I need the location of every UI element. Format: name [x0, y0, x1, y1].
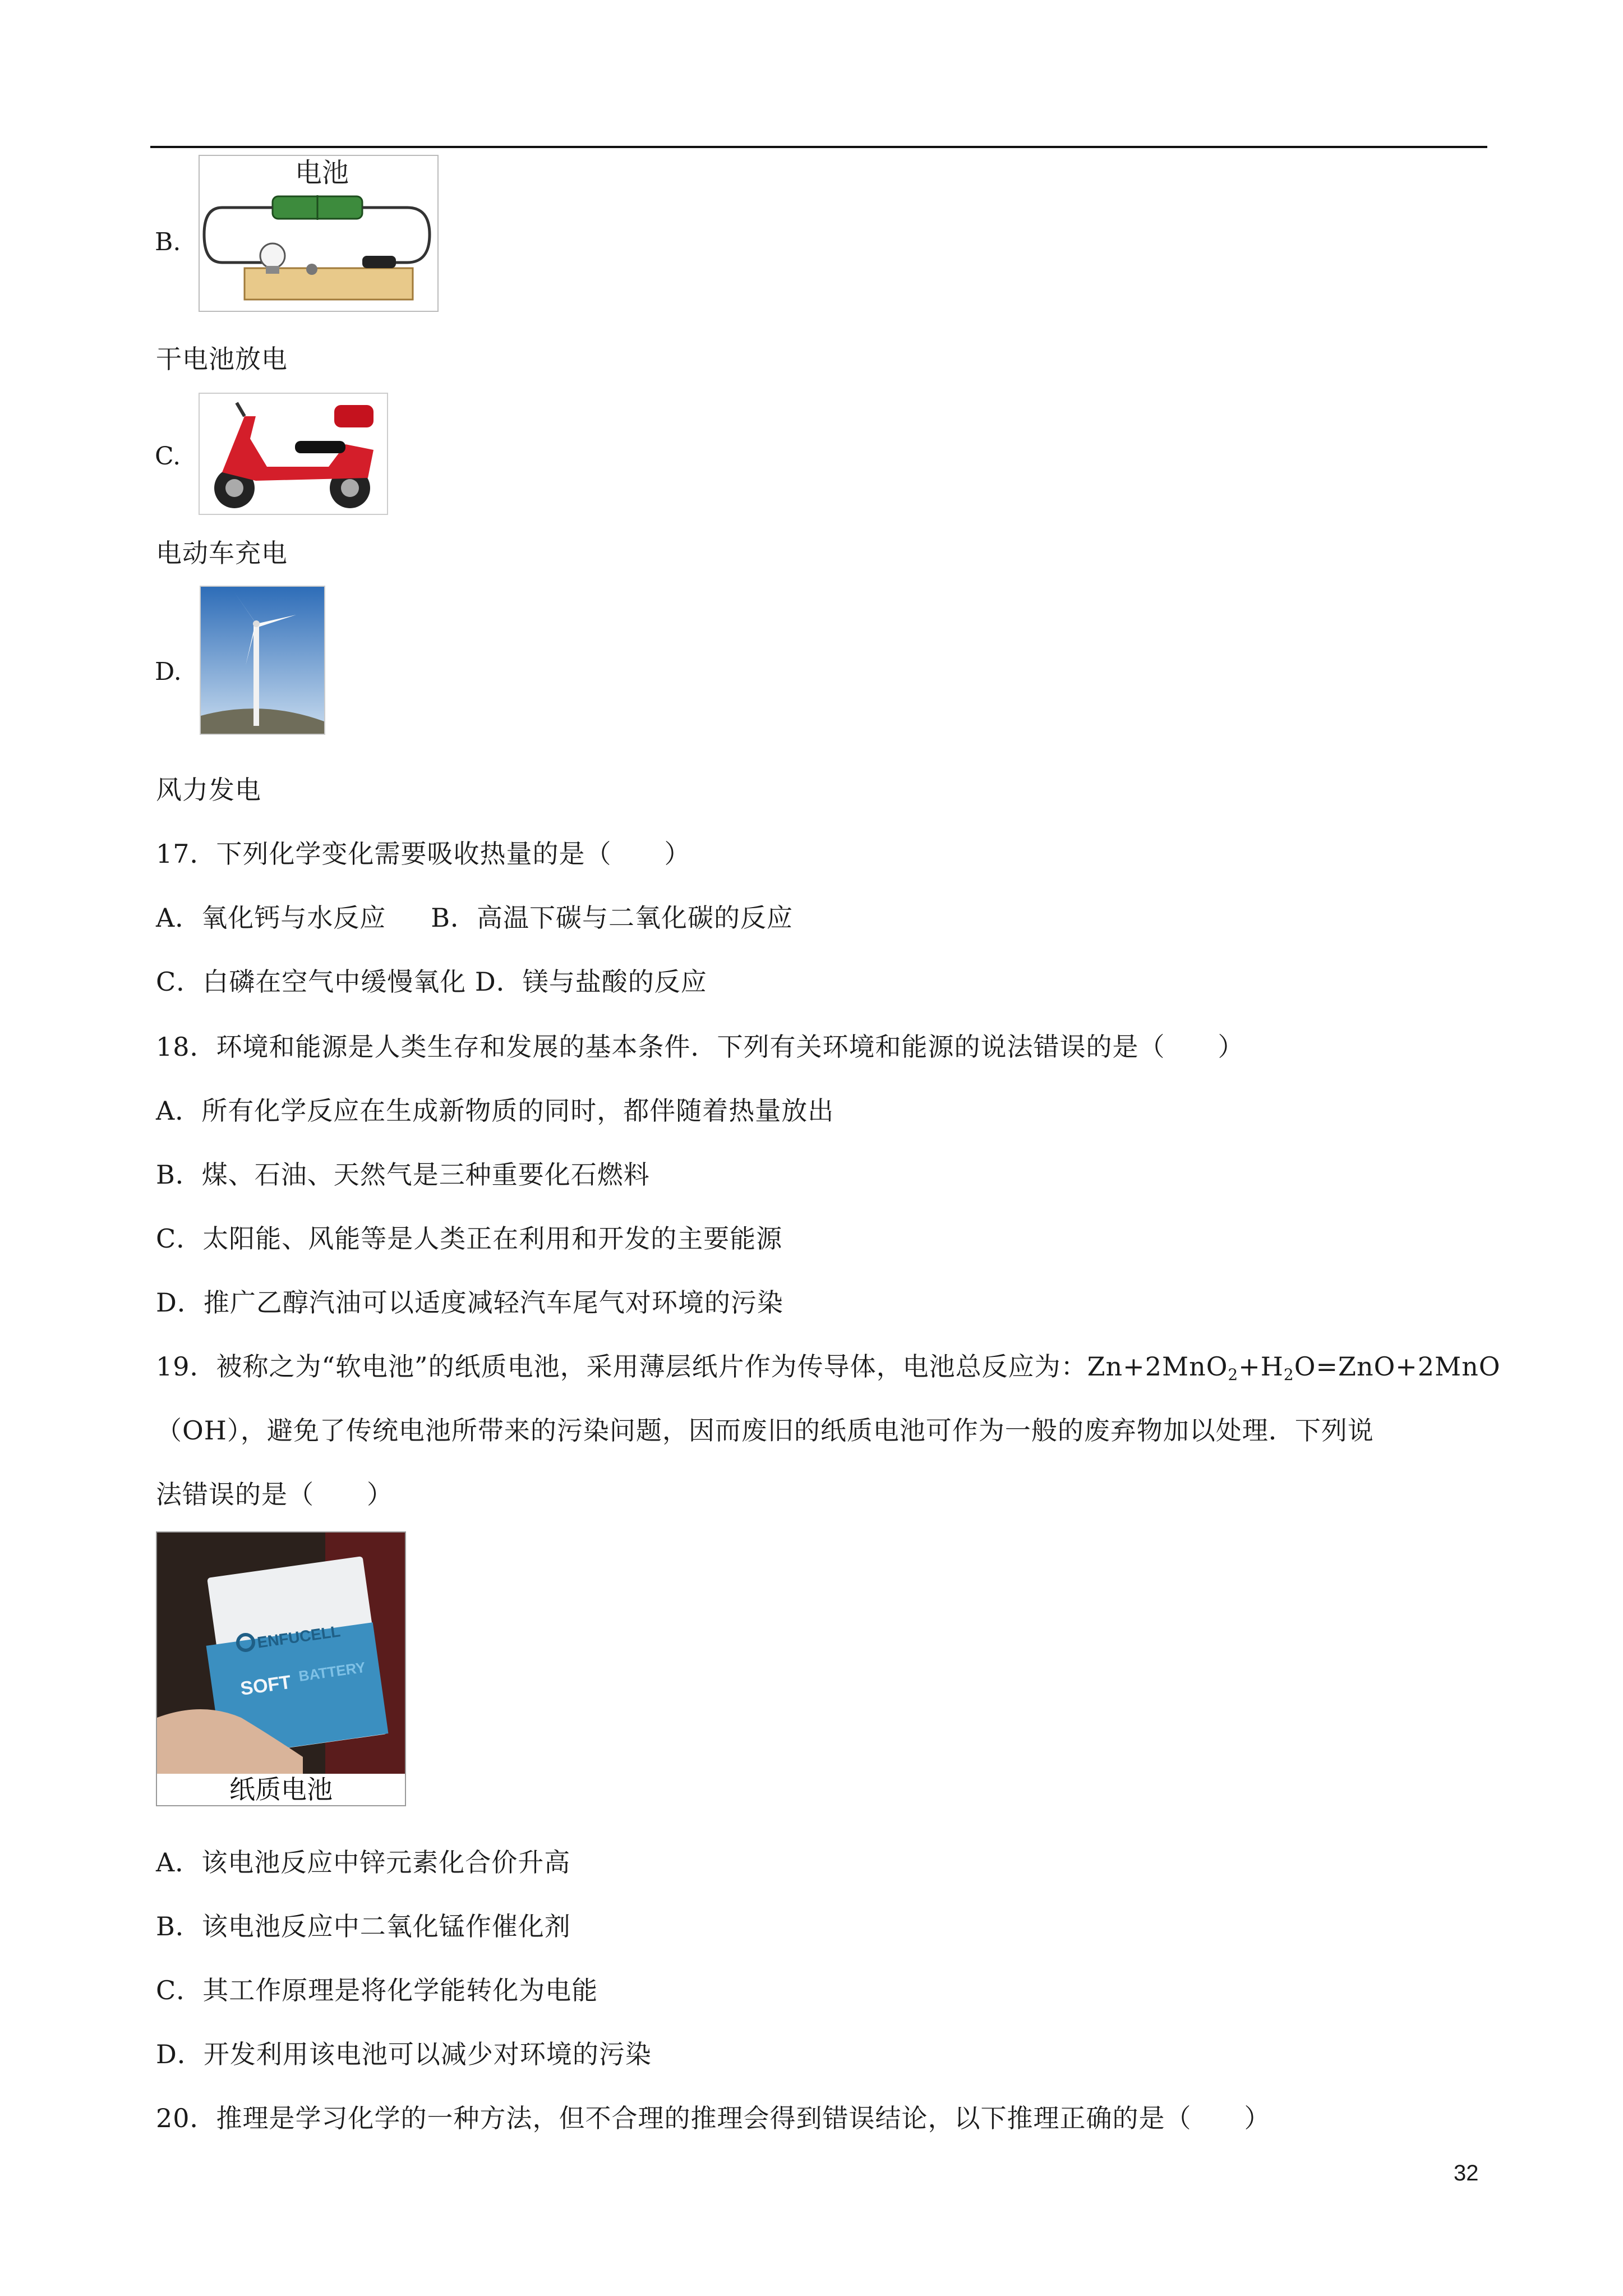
page-number: 32 [1454, 2161, 1479, 2185]
question-17: 17．下列化学变化需要吸收热量的是（ ） [156, 839, 691, 869]
battery-word-text: BATTERY [297, 1658, 367, 1685]
option-b-text: 干电池放电 [156, 344, 288, 374]
q18-option-b: B．煤、石油、天然气是三种重要化石燃料 [156, 1159, 650, 1190]
scooter-trunk [334, 405, 374, 427]
question-19-line-1: 19．被称之为“软电池”的纸质电池，采用薄层纸片作为传导体，电池总反应为：$Zn+2MnO_2+H_2O=ZnO+2MnO$ [156, 1351, 1501, 1384]
q18-option-a: A．所有化学反应在生成新物质的同时，都伴随着热量放出 [156, 1096, 834, 1126]
circuit-drawing [200, 156, 437, 311]
turbine-tower [253, 626, 259, 726]
question-17-options-cd: C．白磷在空气中缓慢氧化 D．镁与盐酸的反应 [156, 967, 707, 997]
switch-icon [362, 256, 396, 268]
figure-b-caption: 电池 [295, 158, 349, 188]
wind-turbine-drawing [201, 587, 324, 734]
q18-option-c: C．太阳能、风能等是人类正在利用和开发的主要能源 [156, 1223, 783, 1254]
option-c-label: C. [155, 442, 181, 471]
battery-brand-text: ENFUCELL [256, 1622, 342, 1651]
paper-battery-figure [156, 1531, 406, 1806]
option-d-text: 风力发电 [156, 775, 261, 805]
battery-circuit-figure [199, 155, 439, 312]
option-c-text: 电动车充电 [156, 538, 288, 568]
q18-option-d: D．推广乙醇汽油可以适度减轻汽车尾气对环境的污染 [156, 1287, 783, 1318]
option-d-label: D. [155, 657, 182, 686]
scooter-seat [295, 441, 345, 453]
q17-option-a: A．氧化钙与水反应 [156, 903, 386, 933]
q19-option-b: B．该电池反应中二氧化锰作催化剂 [156, 1911, 571, 1941]
battery-soft-text: SOFT [239, 1671, 293, 1700]
question-20: 20．推理是学习化学的一种方法，但不合理的推理会得到错误结论，以下推理正确的是（ ） [156, 2103, 1271, 2133]
q19-option-d: D．开发利用该电池可以减少对环境的污染 [156, 2039, 652, 2069]
wind-turbine-figure [200, 586, 325, 735]
question-17-options-ab [156, 900, 793, 936]
lightbulb-icon [260, 243, 285, 268]
q19-option-c: C．其工作原理是将化学能转化为电能 [156, 1975, 598, 2005]
scooter-drawing [200, 394, 387, 514]
option-b-label: B. [155, 228, 181, 256]
electric-scooter-figure [199, 393, 388, 515]
paper-battery-caption: 纸质电池 [229, 1774, 333, 1805]
q17-option-b: B．高温下碳与二氧化碳的反应 [431, 903, 794, 933]
paper-battery-photo [157, 1533, 405, 1805]
header-rule [150, 146, 1487, 148]
q19-option-a: A．该电池反应中锌元素化合价升高 [156, 1847, 571, 1878]
question-19-line-2: （OH），避免了传统电池所带来的污染问题，因而废旧的纸质电池可作为一般的废弃物加以处理．下列说 [156, 1415, 1374, 1446]
question-18: 18．环境和能源是人类生存和发展的基本条件．下列有关环境和能源的说法错误的是（ ） [156, 1032, 1244, 1062]
question-19-line-3: 法错误的是（ ） [156, 1479, 393, 1510]
